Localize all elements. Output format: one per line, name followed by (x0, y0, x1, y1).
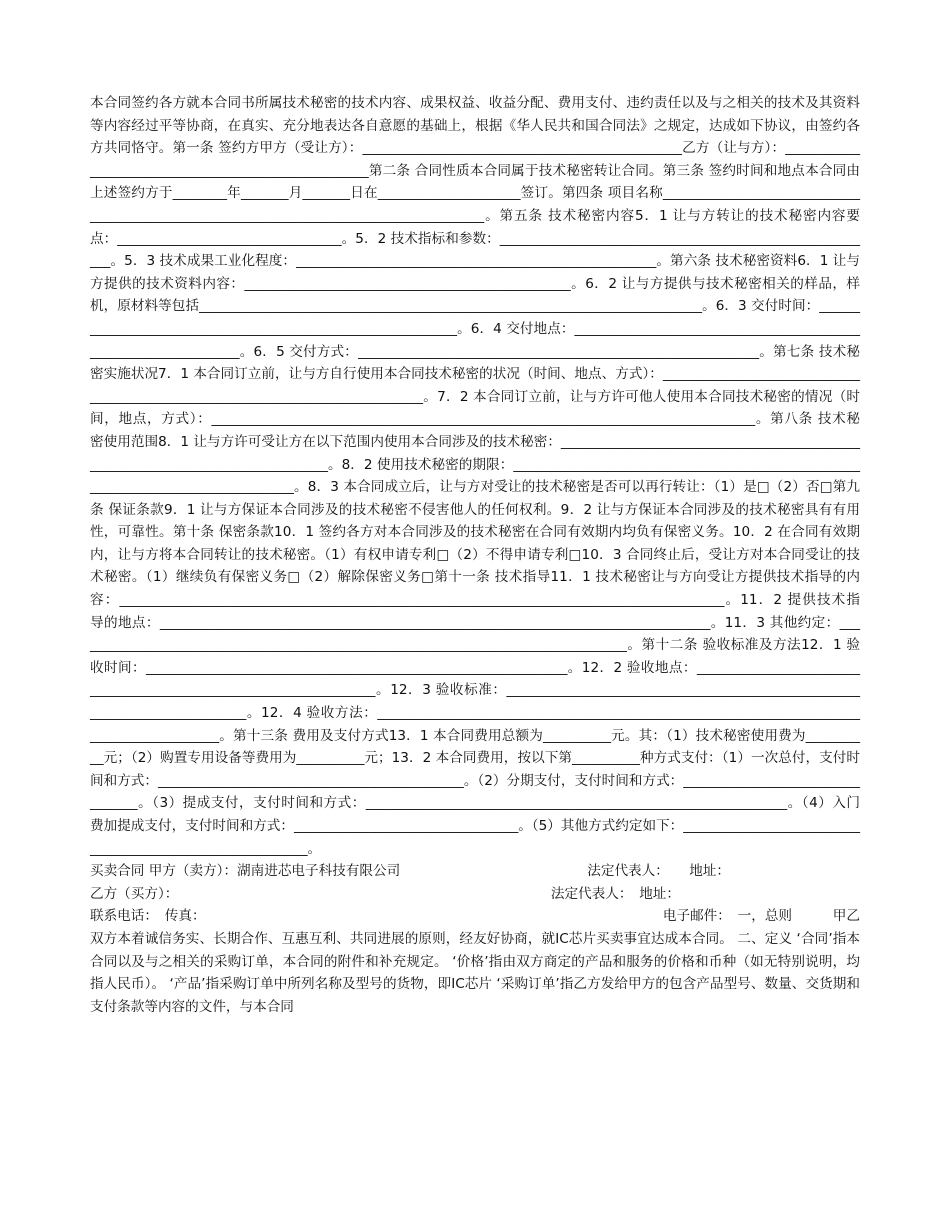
sales-contract-line-1 (90, 860, 860, 883)
contact-phone-fax: 联系电话： 传真： (90, 908, 206, 925)
seller-party: 买卖合同 甲方（卖方）：湖南进芯电子科技有限公司 (90, 863, 401, 880)
email-general-provisions: 电子邮件： 一，总则 甲乙 (662, 908, 860, 925)
buyer-party: 乙方（买方）： (90, 885, 179, 902)
buyer-representative-address: 法定代表人： 地址： (550, 885, 680, 902)
sales-contract-body: 双方本着诚信务实、长期合作、互惠互利、共同进展的原则，经友好协商，就IC芯片买卖事宜达成本合同。 二、定义 ‘合同’指本合同以及与之相关的采购订单，本合同的附件和补充规定。 ‘价格’指由双方商定的产品和服务的价格和币种（如无特别说明，均指人民币）。 ‘产品’指采购订单中所列名称及型号的货物，即IC芯片 ‘采购订单’指乙方发给甲方的包含产品型号、数量、交货期和支付条款等内容的文件，与本合同 (90, 930, 860, 1015)
sales-contract-line-2 (90, 883, 860, 906)
tech-secret-contract-body: 本合同签约各方就本合同书所属技术秘密的技术内容、成果权益、收益分配、费用支付、违约责任以及与之相关的技术及其资料等内容经过平等协商，在真实、充分地表达各自意愿的基础上，根据《华人民共和国合同法》之规定，达成如下协议，由签约各方共同恪守。第一条 签约方甲方（受让方）：_______________________________________________乙方（让与方）：____________________________________________________第二条 合同性质本合同属于技术秘密转让合同。第三条 签约时间和地点本合同由上述签约方于________年_______月_______日在_____________________签订。第四条 项目名称_______________________________________________________________________________________。第五条 技术秘密内容5．1 让与方转让的技术秘密内容要点：_________________________________。5．2 技术指标和参数：________________________________________________________。5．3 技术成果工业化程度：_____________________________________________________。第六条 技术秘密资料6．1 让与方提供的技术资料内容：________________________________________________。6．2 让与方提供与技术秘密相关的样品，样机，原材料等包括__________________________________________________________________________。6．3 交付时间：____________________________________________________________。6．4 交付地点：________________________________________________________________。6．5 交付方式：___________________________________________________________。第七条 技术秘密实施状况7．1 本合同订立前，让与方自行使用本合同技术秘密的状况（时间、地点、方式）：______________________________________________________________________________。7．2 本合同订立前，让与方许可他人使用本合同技术秘密的情况（时间，地点，方式）：________________________________________________________________________________。第八条 技术秘密使用范围8．1 让与方许可受让方在以下范围内使用本合同涉及的技术秘密：_______________________________________________________________________________。8．2 使用技术秘密的期限：_________________________________________________________________________________。8．3 本合同成立后，让与方对受让的技术秘密是否可以再行转让：（1）是□（2）否□第九条 保证条款9．1 让与方保证本合同涉及的技术秘密不侵害他人的任何权利。9．2 让与方保证本合同涉及的技术秘密具有有用性，可靠性。第十条 保密条款10．1 签约各方对本合同涉及的技术秘密在合同有效期内均负有保密义务。10．2 在合同有效期内，让与方将本合同转让的技术秘密。（1）有权申请专利□（2）不得申请专利□10．3 合同终止后，受让方对本合同受让的技术秘密。（1）继续负有保密义务□（2）解除保密义务□第十一条 技术指导11．1 技术秘密让与方向受让方提供技术指导的内容：_________________________________________________________________________________________。11．2 提供技术指导的地点：_________________________________________________________________________________。11．3 其他约定：__________________________________________________________________________________。第十二条 验收标准及方法12．1 验收时间：______________________________________________________________。12．2 验收地点：__________________________________________________________________。12．3 验收标准：___________________________________________________________________________。12．4 验收方法：__________________________________________________________________________________________。第十三条 费用及支付方式13．1 本合同费用总额为__________元。其：（1）技术秘密使用费为__________元；（2）购置专用设备等费用为__________元；13．2 本合同费用，按以下第__________种方式支付：（1）一次总付，支付时间和方式：_____________________________________________。（2）分期支付，支付时间和方式：_________________________________。（3）提成支付，支付时间和方式：______________________________________________________________。（4）入门费加提成支付，支付时间和方式：_________________________________。（5）其他方式约定如下：__________________________________________________________。 (90, 95, 860, 857)
seller-representative-address: 法定代表人： 地址： (587, 863, 730, 880)
sales-contract-line-3 (90, 905, 860, 928)
contract-page (90, 92, 860, 1018)
